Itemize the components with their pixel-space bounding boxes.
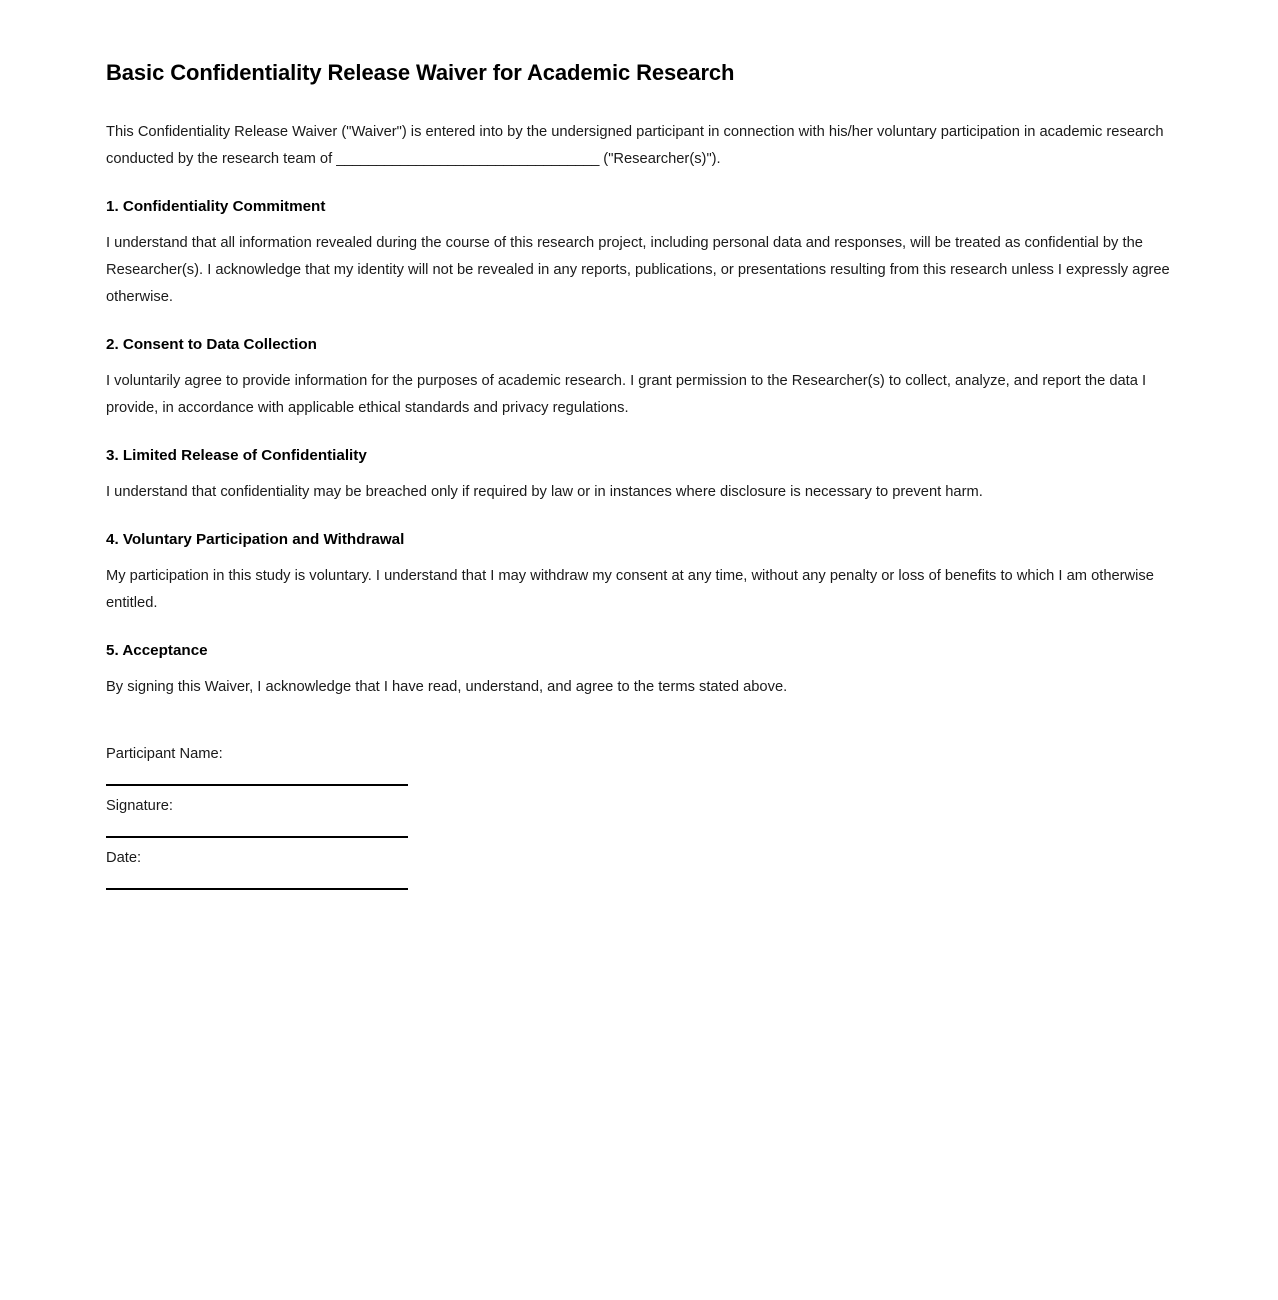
intro-text-after-blank: ("Researcher(s)"). xyxy=(599,151,721,167)
section-acceptance xyxy=(106,640,1172,701)
section-consent-to-data-collection xyxy=(106,334,1172,422)
signature-block xyxy=(106,741,1172,890)
section-heading-2: 2. Consent to Data Collection xyxy=(106,336,317,353)
section-body-4: My participation in this study is voluntary. I understand that I may withdraw my consent at any time, without any penalty or loss of benefits to which I am otherwise entitled. xyxy=(106,568,1154,611)
signature-label: Signature: xyxy=(106,798,173,814)
date-label: Date: xyxy=(106,850,142,866)
signature-line[interactable] xyxy=(106,836,408,838)
section-heading-4: 4. Voluntary Participation and Withdrawal xyxy=(106,531,405,548)
date-line[interactable] xyxy=(106,888,408,890)
participant-name-row xyxy=(106,741,1172,786)
section-heading-5: 5. Acceptance xyxy=(106,642,208,659)
signature-row xyxy=(106,793,1172,838)
participant-name-line[interactable] xyxy=(106,784,408,786)
participant-name-label: Participant Name: xyxy=(106,746,223,762)
section-body-1: I understand that all information revealed during the course of this research project, including personal data and responses, will be treated as confidential by the Researcher(s). I acknowledge that my identity will not be revealed in any reports, publications, or presentations resulting from this research unless I expressly agree otherwise. xyxy=(106,235,1170,305)
section-body-3: I understand that confidentiality may be breached only if required by law or in instances where disclosure is necessary to prevent harm. xyxy=(106,484,983,500)
section-heading-3: 3. Limited Release of Confidentiality xyxy=(106,447,367,464)
intro-text-before-blank: This Confidentiality Release Waiver ("Waiver") is entered into by the undersigned participant in connection with his/her voluntary participation in academic research conducted by the research team of xyxy=(106,124,1164,167)
date-row xyxy=(106,845,1172,890)
section-confidentiality-commitment xyxy=(106,196,1172,311)
researcher-name-blank[interactable]: _________________________________ xyxy=(336,151,600,167)
section-heading-1: 1. Confidentiality Commitment xyxy=(106,198,326,215)
page-title: Basic Confidentiality Release Waiver for Academic Research xyxy=(106,60,735,85)
intro-paragraph xyxy=(106,119,1172,173)
section-body-2: I voluntarily agree to provide information for the purposes of academic research. I grant permission to the Researcher(s) to collect, analyze, and report the data I provide, in accordance with applicable ethical standards and privacy regulations. xyxy=(106,373,1147,416)
section-body-5: By signing this Waiver, I acknowledge that I have read, understand, and agree to the terms stated above. xyxy=(106,679,788,695)
section-voluntary-participation-and-withdrawal xyxy=(106,529,1172,617)
section-limited-release-of-confidentiality xyxy=(106,445,1172,506)
